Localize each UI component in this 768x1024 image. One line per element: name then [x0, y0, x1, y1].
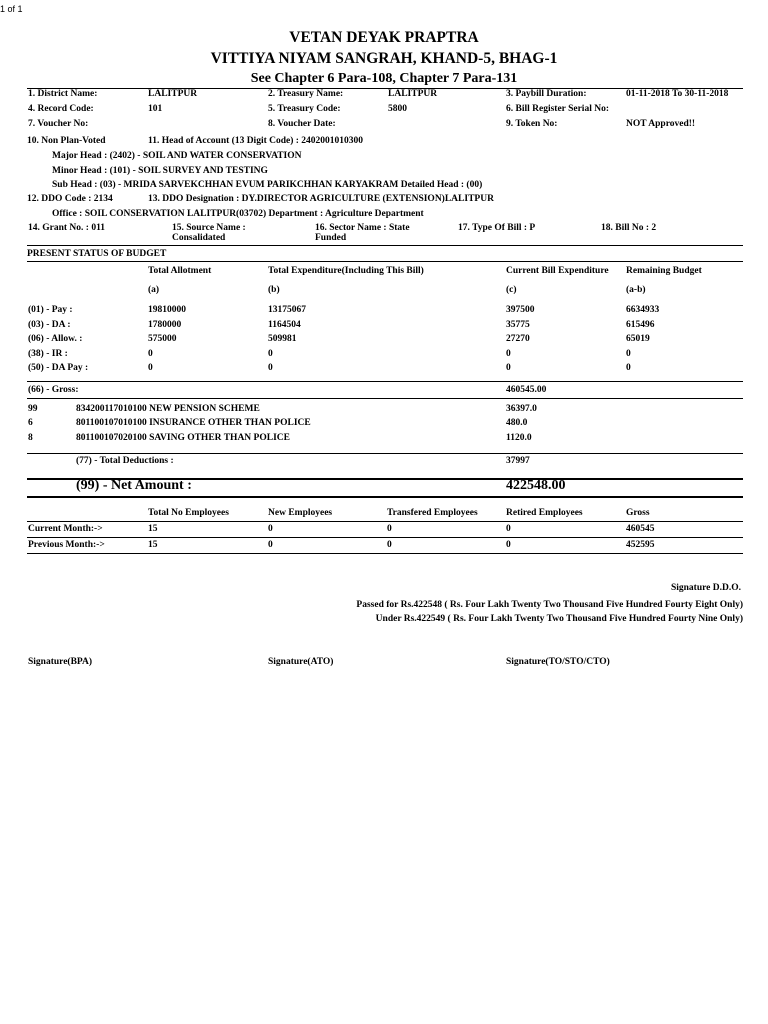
budget-cell: 0: [626, 363, 631, 373]
budget-row-label: (03) - DA :: [28, 320, 71, 330]
record-value: 101: [148, 104, 163, 114]
divider: [27, 245, 743, 246]
employees-header: Transfered Employees: [387, 508, 478, 518]
net-amount-label: (99) - Net Amount :: [76, 478, 192, 493]
budget-cell: 0: [626, 349, 631, 359]
divider: [27, 453, 743, 454]
budget-cell: 575000: [148, 334, 177, 344]
bill-register-label: 6. Bill Register Serial No:: [506, 104, 609, 114]
gross-value: 460545.00: [506, 385, 547, 395]
major-head: Major Head : (2402) - SOIL AND WATER CONSERVATION: [52, 151, 302, 161]
budget-row-label: (38) - IR :: [28, 349, 68, 359]
passed-for-text: Passed for Rs.422548 ( Rs. Four Lakh Twenty Two Thousand Five Hundred Fourty Eight Only): [356, 600, 743, 610]
paybill-label: 3. Paybill Duration:: [506, 89, 587, 99]
employees-cell: 0: [268, 540, 273, 550]
voucher-no-label: 7. Voucher No:: [28, 119, 89, 129]
budget-cell: 397500: [506, 305, 535, 315]
employees-cell: 452595: [626, 540, 655, 550]
budget-cell: 0: [506, 363, 511, 373]
budget-header-expenditure: Total Expenditure(Including This Bill): [268, 266, 424, 276]
budget-cell: 6634933: [626, 305, 660, 315]
budget-header-remaining: Remaining Budget: [626, 266, 702, 276]
deduction-amount: 1120.0: [506, 433, 532, 443]
budget-row-label: (06) - Allow. :: [28, 334, 83, 344]
employees-row-label: Current Month:->: [28, 524, 103, 534]
divider: [27, 537, 743, 538]
budget-row-label: (50) - DA Pay :: [28, 363, 89, 373]
token-label: 9. Token No:: [506, 119, 558, 129]
ddo-code: 12. DDO Code : 2134: [27, 194, 113, 204]
type-of-bill: 17. Type Of Bill : P: [458, 223, 536, 233]
divider: [27, 381, 743, 382]
net-amount-value: 422548.00: [506, 478, 566, 493]
employees-row-label: Previous Month:->: [28, 540, 105, 550]
signature-ato: Signature(ATO): [268, 657, 334, 667]
employees-cell: 15: [148, 540, 158, 550]
employees-cell: 0: [506, 540, 511, 550]
source-name-value: Consalidated: [172, 233, 226, 243]
employees-cell: 0: [387, 524, 392, 534]
budget-cell: 65019: [626, 334, 650, 344]
signature-to: Signature(TO/STO/CTO): [506, 657, 610, 667]
employees-cell: 0: [506, 524, 511, 534]
signature-ddo: Signature D.D.O.: [670, 583, 741, 593]
employees-header: Gross: [626, 508, 650, 518]
token-value: NOT Approved!!: [626, 119, 696, 129]
budget-row-label: (01) - Pay :: [28, 305, 73, 315]
budget-cell: 13175067: [268, 305, 306, 315]
treasury-code-label: 5. Treasury Code:: [268, 104, 341, 114]
budget-cell: 0: [268, 363, 273, 373]
budget-cell: 0: [148, 349, 153, 359]
budget-cell: 0: [506, 349, 511, 359]
employees-cell: 15: [148, 524, 158, 534]
deduction-desc: 801100107010100 INSURANCE OTHER THAN POLICE: [76, 418, 311, 428]
form-reference: See Chapter 6 Para-108, Chapter 7 Para-131: [250, 71, 518, 86]
divider: [27, 521, 743, 522]
budget-subheader: (c): [506, 285, 517, 295]
employees-header: Total No Employees: [148, 508, 229, 518]
deduction-no: 6: [28, 418, 33, 428]
employees-header: New Employees: [268, 508, 333, 518]
employees-cell: 0: [387, 540, 392, 550]
budget-cell: 615496: [626, 320, 655, 330]
record-label: 4. Record Code:: [28, 104, 94, 114]
divider: [27, 496, 743, 498]
sector-name: 16. Sector Name : State: [315, 223, 410, 233]
budget-subheader: (a-b): [626, 285, 646, 295]
budget-subheader: (b): [268, 285, 280, 295]
treasury-value: LALITPUR: [388, 89, 438, 99]
deduction-amount: 36397.0: [506, 404, 537, 414]
under-text: Under Rs.422549 ( Rs. Four Lakh Twenty Two Thousand Five Hundred Fourty Nine Only): [375, 614, 743, 624]
budget-section-title: PRESENT STATUS OF BUDGET: [27, 249, 167, 259]
form-title: VETAN DEYAK PRAPTRA: [289, 29, 479, 46]
employees-cell: 0: [268, 524, 273, 534]
paybill-value: 01-11-2018 To 30-11-2018: [626, 89, 729, 99]
budget-cell: 0: [148, 363, 153, 373]
divider: [27, 553, 743, 554]
divider: [27, 398, 743, 399]
deduction-amount: 480.0: [506, 418, 528, 428]
budget-cell: 1780000: [148, 320, 182, 330]
divider: [27, 261, 743, 262]
budget-header-allotment: Total Allotment: [148, 266, 212, 276]
gross-label: (66) - Gross:: [28, 385, 79, 395]
deduction-no: 99: [28, 404, 38, 414]
budget-cell: 0: [268, 349, 273, 359]
budget-cell: 1164504: [268, 320, 301, 330]
source-name: 15. Source Name :: [172, 223, 246, 233]
head-of-account: 11. Head of Account (13 Digit Code) : 2402001010300: [148, 136, 364, 146]
deduction-no: 8: [28, 433, 33, 443]
form-subtitle: VITTIYA NIYAM SANGRAH, KHAND-5, BHAG-1: [210, 50, 558, 67]
budget-cell: 27270: [506, 334, 530, 344]
treasury-code-value: 5800: [388, 104, 407, 114]
total-deductions-value: 37997: [506, 456, 530, 466]
budget-cell: 509981: [268, 334, 297, 344]
sector-name-value: Funded: [315, 233, 347, 243]
budget-subheader: (a): [148, 285, 160, 295]
budget-cell: 19810000: [148, 305, 186, 315]
treasury-label: 2. Treasury Name:: [268, 89, 344, 99]
deduction-desc: 801100107020100 SAVING OTHER THAN POLICE: [76, 433, 290, 443]
sub-head: Sub Head : (03) - MRIDA SARVEKCHHAN EVUM PARIKCHHAN KARYAKRAM Detailed Head : (00): [52, 180, 483, 190]
budget-header-current: Current Bill Expenditure: [506, 266, 609, 276]
district-value: LALITPUR: [148, 89, 198, 99]
voucher-date-label: 8. Voucher Date:: [268, 119, 336, 129]
signature-bpa: Signature(BPA): [28, 657, 93, 667]
total-deductions-label: (77) - Total Deductions :: [76, 456, 174, 466]
employees-cell: 460545: [626, 524, 655, 534]
page-counter: 1 of 1: [0, 4, 23, 14]
minor-head: Minor Head : (101) - SOIL SURVEY AND TESTING: [52, 166, 268, 176]
deduction-desc: 834200117010100 NEW PENSION SCHEME: [76, 404, 260, 414]
employees-header: Retired Employees: [506, 508, 583, 518]
non-plan-label: 10. Non Plan-Voted: [27, 136, 106, 146]
grant-no: 14. Grant No. : 011: [28, 223, 106, 233]
district-label: 1. District Name:: [28, 89, 98, 99]
budget-cell: 35775: [506, 320, 530, 330]
bill-no: 18. Bill No : 2: [601, 223, 657, 233]
office-department: Office : SOIL CONSERVATION LALITPUR(03702) Department : Agriculture Department: [52, 209, 424, 219]
ddo-designation: 13. DDO Designation : DY.DIRECTOR AGRICULTURE (EXTENSION)LALITPUR: [148, 194, 494, 204]
